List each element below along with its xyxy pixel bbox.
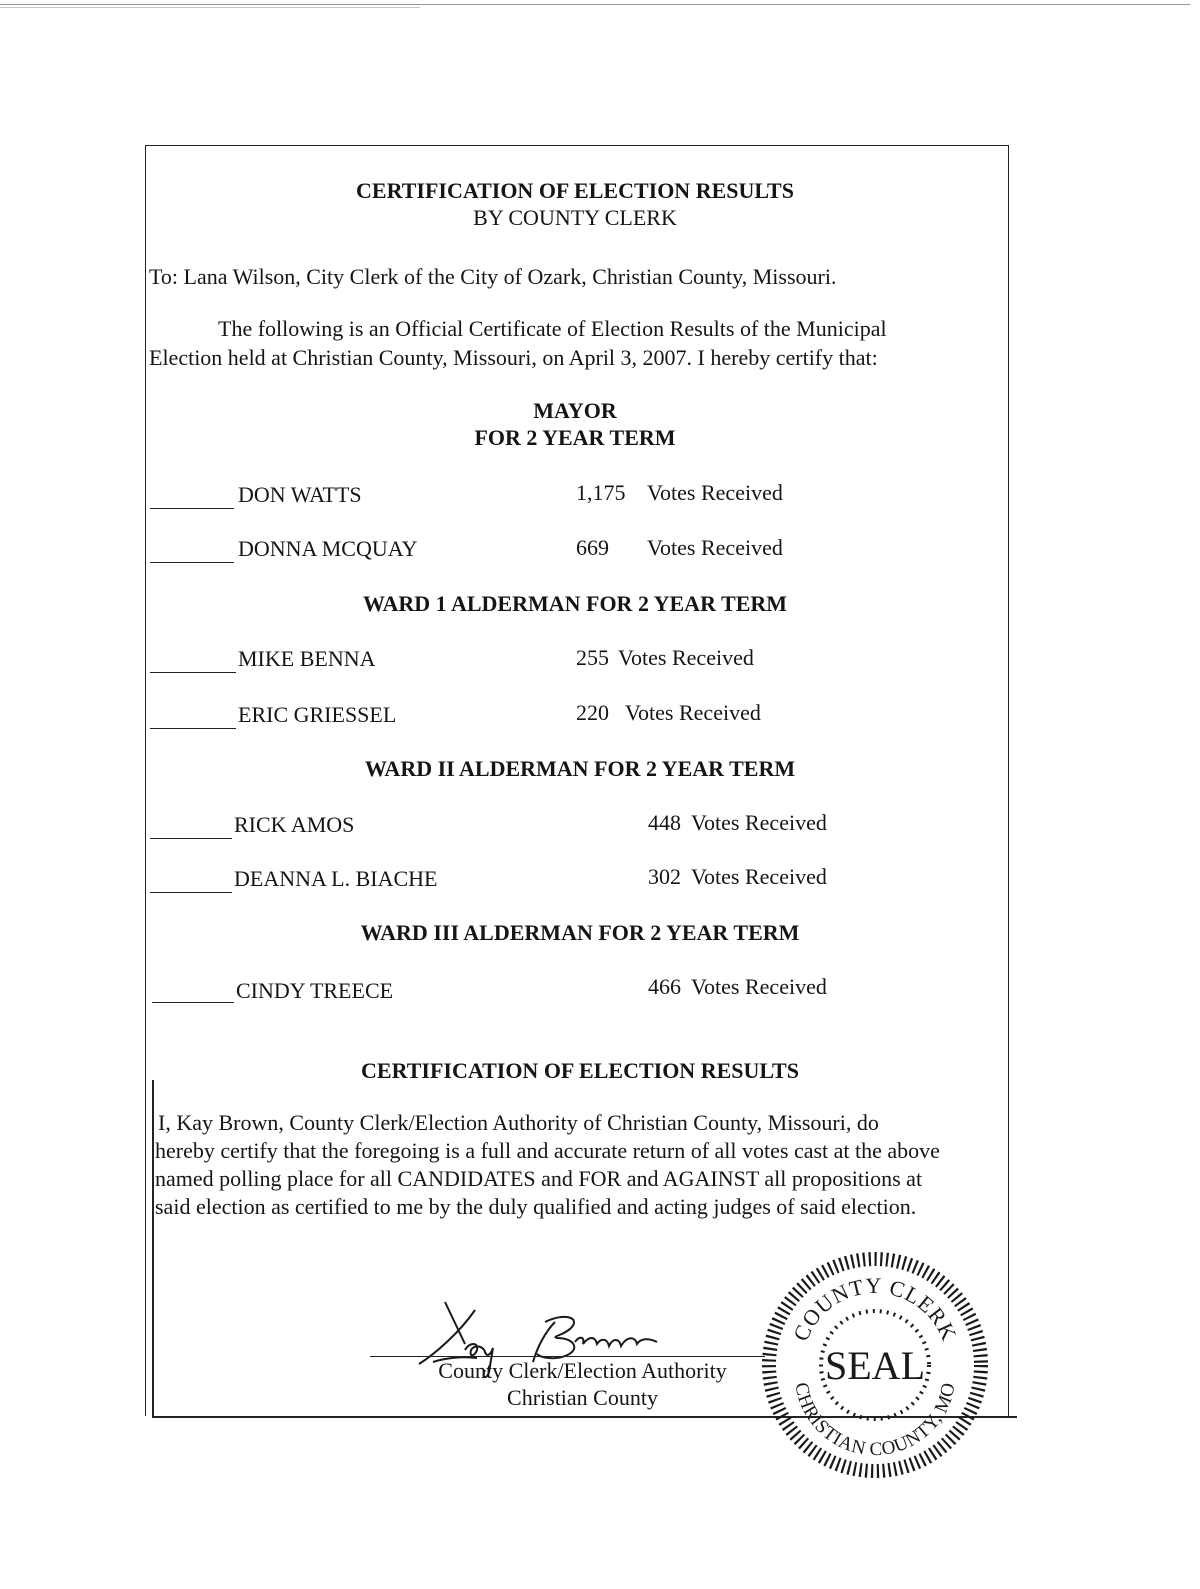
candidate-name: MIKE BENNA — [238, 646, 376, 671]
intro-line-2: Election held at Christian County, Missouri, on April 3, 2007. I hereby certify that: — [149, 345, 878, 370]
certification-line-1: I, Kay Brown, County Clerk/Election Authority of Christian County, Missouri, do — [158, 1110, 879, 1135]
vote-mark-blank — [150, 508, 234, 509]
votes-received-label: Votes Received — [618, 645, 754, 670]
candidate-name: ERIC GRIESSEL — [238, 702, 397, 727]
candidate-votes: 669 — [576, 535, 609, 560]
votes-received-label: Votes Received — [691, 864, 827, 889]
certification-heading: CERTIFICATION OF ELECTION RESULTS — [361, 1058, 799, 1083]
votes-received-label: Votes Received — [625, 700, 761, 725]
candidate-name: RICK AMOS — [234, 812, 355, 837]
candidate-name: DONNA MCQUAY — [238, 536, 418, 561]
vote-mark-blank — [152, 1002, 234, 1003]
certificate-frame-left-lower — [152, 1080, 154, 1417]
candidate-votes: 448 — [648, 810, 681, 835]
candidate-votes: 466 — [648, 974, 681, 999]
office-title-mayor: MAYOR — [533, 398, 617, 423]
candidate-name: DEANNA L. BIACHE — [234, 866, 438, 891]
office-title-ward-3: WARD III ALDERMAN FOR 2 YEAR TERM — [360, 920, 800, 945]
vote-mark-blank — [150, 728, 236, 729]
signer-title-line-2: Christian County — [507, 1385, 658, 1410]
votes-received-label: Votes Received — [691, 810, 827, 835]
votes-received-label: Votes Received — [647, 480, 783, 505]
certification-line-3: named polling place for all CANDIDATES and FOR and AGAINST all propositions at — [155, 1166, 923, 1191]
votes-received-label: Votes Received — [647, 535, 783, 560]
vote-mark-blank — [150, 672, 236, 673]
office-title-ward-2: WARD II ALDERMAN FOR 2 YEAR TERM — [364, 756, 796, 781]
certification-line-4: said election as certified to me by the duly qualified and acting judges of said election. — [155, 1194, 917, 1219]
votes-received-label: Votes Received — [691, 974, 827, 999]
candidate-votes: 302 — [648, 864, 681, 889]
scan-top-rule-secondary — [0, 7, 420, 8]
signer-title-line-1: County Clerk/Election Authority — [438, 1358, 727, 1383]
seal-bottom-text: CHRISTIAN COUNTY, MO — [790, 1380, 960, 1461]
candidate-votes: 255 — [576, 645, 609, 670]
vote-mark-blank — [150, 562, 234, 563]
office-term-mayor: FOR 2 YEAR TERM — [474, 425, 676, 450]
addressee-line: To: Lana Wilson, City Clerk of the City of Ozark, Christian County, Missouri. — [149, 264, 837, 289]
candidate-votes: 1,175 — [576, 480, 626, 505]
vote-mark-blank — [150, 892, 232, 893]
seal-top-text: COUNTY CLERK — [787, 1272, 963, 1345]
intro-line-1: The following is an Official Certificate of Election Results of the Municipal — [218, 316, 887, 341]
candidate-name: DON WATTS — [238, 482, 362, 507]
scan-top-rule — [0, 4, 1190, 5]
candidate-votes: 220 — [576, 700, 609, 725]
county-clerk-seal-icon — [755, 1245, 995, 1485]
document-subtitle: BY COUNTY CLERK — [473, 205, 677, 230]
office-title-ward-1: WARD 1 ALDERMAN FOR 2 YEAR TERM — [362, 591, 788, 616]
vote-mark-blank — [150, 838, 232, 839]
seal-center-text: SEAL — [825, 1343, 925, 1388]
certification-line-2: hereby certify that the foregoing is a full and accurate return of all votes cast at the above — [155, 1138, 940, 1163]
document-title: CERTIFICATION OF ELECTION RESULTS — [356, 178, 794, 203]
candidate-name: CINDY TREECE — [236, 978, 394, 1003]
